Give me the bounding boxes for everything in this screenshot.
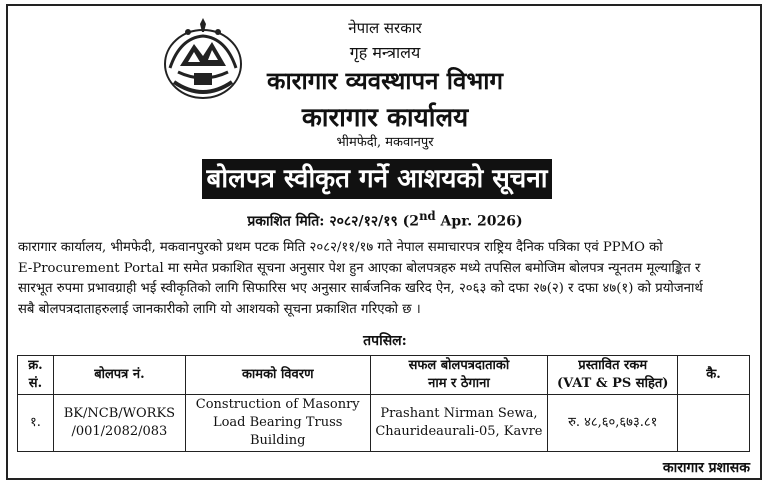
- header-amount: [548, 356, 678, 395]
- published-date-tail: Apr. 2026): [435, 213, 523, 230]
- header-amount-line: प्रस्तावित रकम: [578, 358, 648, 373]
- cell-bidder-line: Prashant Nirman Sewa,: [380, 406, 538, 421]
- cell-bidder: [370, 395, 548, 452]
- cell-amount: रु. ४८,६०,६७३.८१: [548, 395, 678, 452]
- cell-bid-no-line: /001/2082/083: [71, 424, 168, 439]
- cell-sn: १.: [18, 395, 54, 452]
- header-sn: [18, 356, 54, 395]
- cell-bidder-line: Chaurideaurali-05, Kavre: [375, 424, 543, 439]
- header-bid-no: बोलपत्र नं.: [53, 356, 185, 395]
- published-label: प्रकाशित मिति:: [247, 213, 325, 230]
- published-date-value: २०८२/१२/१९ (2: [329, 213, 420, 230]
- ministry-name: गृह मन्त्रालय: [349, 43, 421, 62]
- government-name: नेपाल सरकार: [348, 19, 422, 37]
- header-work: कामको विवरण: [185, 356, 370, 395]
- cell-work-line: Load Bearing Truss Building: [212, 415, 343, 448]
- body-line: सारभूत रुपमा प्रभावग्राही भई स्वीकृतिको लागि सिफारिस भए अनुसार सार्बजनिक खरिद ऐन, २०६३ को दफा २७(२) र दफा ४७(१) को प्रयोजनार्थ: [18, 281, 703, 296]
- body-line: कारागार कार्यालय, भीमफेदी, मकवानपुरको प्रथम पटक मिति २०८२/११/१७ गते नेपाल समाचारपत्र राष्ट्रिय दैनिक पत्रिका एवं PPMO को: [18, 240, 663, 255]
- header-bidder-line: नाम र ठेगाना: [428, 376, 490, 391]
- body-line: सबै बोलपत्रदाताहरुलाई जानकारीको लागि यो आशयको सूचना प्रकाशित गरिएको छ ।: [18, 301, 421, 317]
- header-bidder: [370, 356, 548, 395]
- signatory: कारागार प्रशासक: [662, 460, 750, 476]
- header-bidder-line: सफल बोलपत्रदाताको: [408, 358, 510, 373]
- body-line: E-Procurement Portal मा समेत प्रकाशित सूचना अनुसार पेश हुन आएका बोलपत्रहरु मध्ये तपसिल बमोजिम बोलपत्र न्यूनतम मूल्याङ्कित र: [18, 260, 701, 276]
- cell-work: [185, 395, 370, 452]
- table-header-row: [18, 356, 750, 395]
- bid-table: [17, 355, 750, 452]
- header-sn-line: क्र.: [28, 358, 43, 373]
- notice-title: बोलपत्र स्वीकृत गर्ने आशयको सूचना: [202, 159, 552, 199]
- cell-work-line: Construction of Masonry: [195, 397, 360, 412]
- cell-bid-no-line: BK/NCB/WORKS: [63, 406, 176, 421]
- published-date-suffix: nd: [419, 209, 436, 223]
- header-sn-line: सं.: [28, 376, 43, 391]
- office-location: भीमफेदी, मकवानपुर: [336, 135, 434, 150]
- cell-bid-no: [53, 395, 185, 452]
- cell-remarks: [678, 395, 750, 452]
- header-remarks: कै.: [678, 356, 750, 395]
- published-date: [0, 209, 770, 231]
- header-amount-line: (VAT & PS सहित): [557, 376, 669, 391]
- schedule-label: तपसिल:: [363, 333, 407, 349]
- department-name: कारागार व्यवस्थापन विभाग: [267, 66, 503, 95]
- office-name: कारागार कार्यालय: [301, 103, 469, 133]
- table-row: [18, 395, 750, 452]
- notice-body: [18, 238, 753, 320]
